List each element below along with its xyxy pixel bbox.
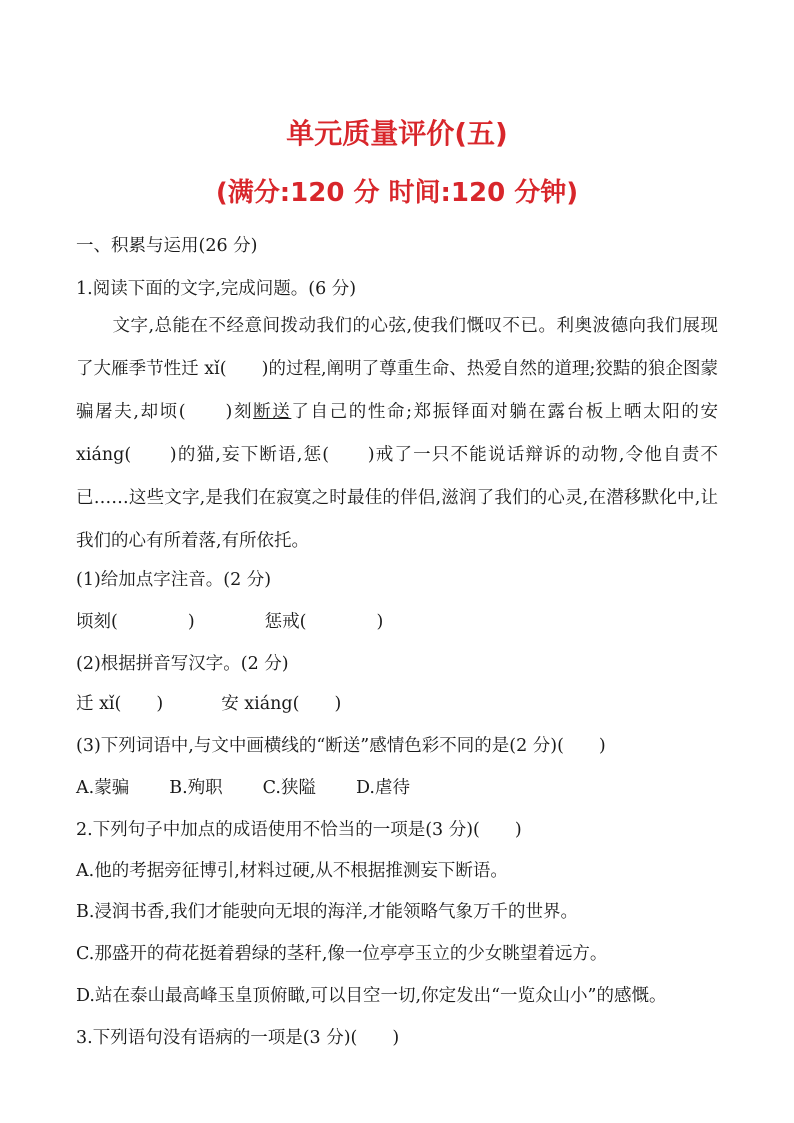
section-heading: 一、积累与运用(26 分) bbox=[76, 236, 258, 256]
sub-question-3-stem: (3)下列词语中,与文中画横线的“断送”感情色彩不同的是(2 分)( ) bbox=[76, 736, 606, 756]
sub-question-2-items bbox=[76, 690, 341, 715]
passage-part-b: 了自己的性命;郑振铎面对躺在露台板上晒太阳的安 xiáng( )的猫,妄下断语,惩( )戒了一只不能说话辩诉的动物,令他自责不已……这些文字,是我们在寂寞之时最佳的伴侣,滋润了我们的心灵,在潜移默化中,让我们的心有所着落,有所依托。 bbox=[76, 402, 718, 551]
page-title: 单元质量评价(五) bbox=[286, 117, 508, 150]
question-2-option-c: C.那盛开的荷花挺着碧绿的茎秆,像一位亭亭玉立的少女眺望着远方。 bbox=[76, 944, 608, 964]
option-b: B.殉职 bbox=[169, 778, 223, 798]
question-2-option-d: D.站在泰山最高峰玉皇顶俯瞰,可以目空一切,你定发出“一览众山小”的感慨。 bbox=[76, 986, 667, 1006]
question-2-option-a: A.他的考据旁征博引,材料过硬,从不根据推测妄下断语。 bbox=[76, 861, 508, 881]
option-c: C.狭隘 bbox=[262, 778, 316, 798]
question-1-passage bbox=[76, 305, 718, 563]
sub-question-3-options bbox=[76, 774, 410, 799]
question-2-stem: 2.下列句子中加点的成语使用不恰当的一项是(3 分)( ) bbox=[76, 820, 522, 840]
passage-underlined-word: 断送 bbox=[253, 402, 292, 422]
sub-question-2-stem: (2)根据拼音写汉字。(2 分) bbox=[76, 654, 289, 674]
option-a: A.蒙骗 bbox=[76, 778, 130, 798]
answer-blank-b: 安 xiáng( ) bbox=[221, 694, 342, 714]
page-subtitle: (满分:120 分 时间:120 分钟) bbox=[215, 178, 579, 208]
answer-blank-a: 顷刻( ) bbox=[76, 612, 195, 632]
sub-question-1-items bbox=[76, 608, 383, 633]
sub-question-1-stem: (1)给加点字注音。(2 分) bbox=[76, 570, 272, 590]
question-2-option-b: B.浸润书香,我们才能驶向无垠的海洋,才能领略气象万千的世界。 bbox=[76, 902, 579, 922]
option-d: D.虐待 bbox=[355, 778, 410, 798]
answer-blank-b: 惩戒( ) bbox=[264, 612, 384, 632]
answer-blank-a: 迁 xǐ( ) bbox=[76, 694, 164, 714]
passage-part-a: 文字,总能在不经意间拨动我们的心弦,使我们慨叹不已。利奥波德向我们展现了大雁季节性迁 xǐ( )的过程,阐明了尊重生命、热爱自然的道理;狡黠的狼企图蒙骗屠夫,却顷( )刻 bbox=[76, 316, 718, 422]
question-1-stem: 1.阅读下面的文字,完成问题。(6 分) bbox=[76, 279, 357, 299]
question-3-stem: 3.下列语句没有语病的一项是(3 分)( ) bbox=[76, 1028, 400, 1048]
